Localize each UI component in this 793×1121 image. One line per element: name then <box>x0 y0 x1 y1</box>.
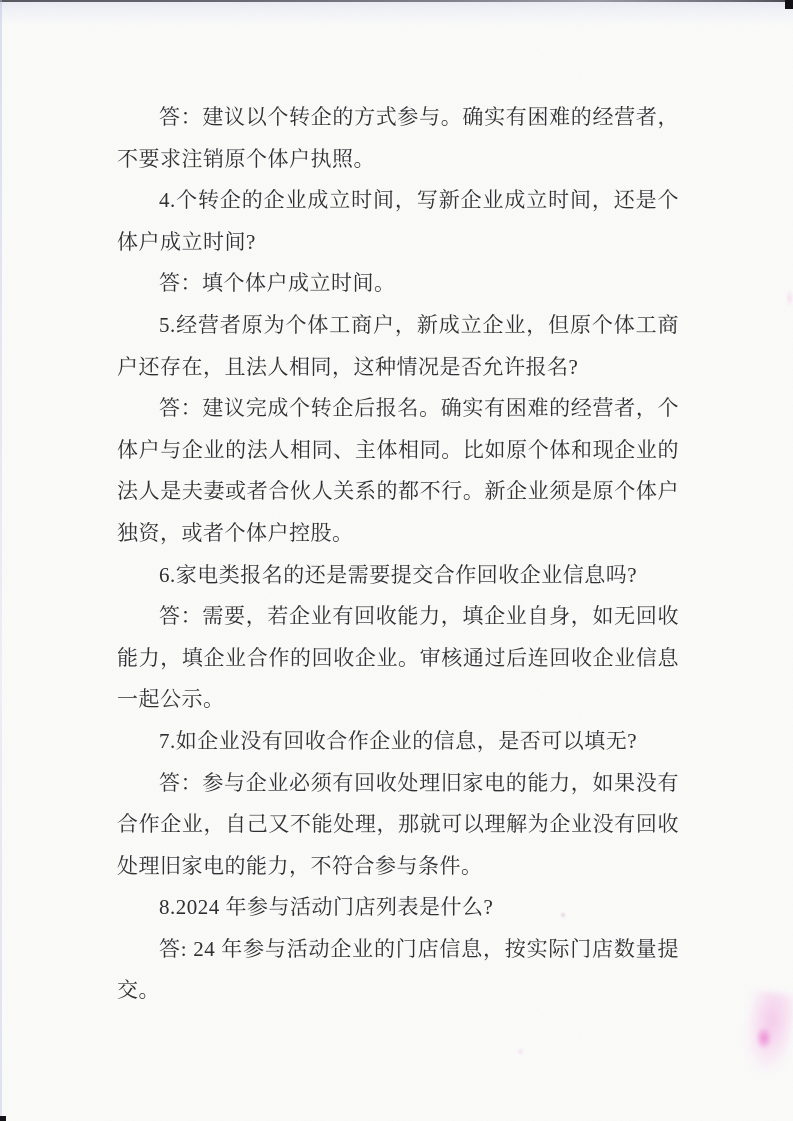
paragraph-answer-8: 答: 24 年参与活动企业的门店信息，按实际门店数量提交。 <box>117 936 679 1003</box>
paragraph-answer-5: 答：建议完成个转企后报名。确实有困难的经营者，个体户与企业的法人相同、主体相同。比如原个体和现企业的法人是夫妻或者合伙人关系的都不行。新企业须是原个体户独资，或者个体户控股。 <box>117 396 679 545</box>
scanner-corner-mark-bottom-left <box>0 1116 6 1121</box>
paragraph-question-7: 7.如企业没有回收合作企业的信息，是否可以填无? <box>159 728 638 753</box>
scanner-left-edge <box>0 0 2 1121</box>
scanner-corner-mark-top-right <box>785 0 793 9</box>
paragraph-answer-6: 答：需要，若企业有回收能力，填企业自身，如无回收能力，填企业合作的回收企业。审核通过后连回收企业信息一起公示。 <box>117 604 679 712</box>
paragraph-question-5: 5.经营者原为个体工商户，新成立企业，但原个体工商户还存在，且法人相同，这种情况是否允许报名? <box>117 312 679 379</box>
pink-ink-stain <box>740 989 793 1075</box>
paragraph-answer-4: 答：填个体户成立时间。 <box>159 271 396 296</box>
pink-speck <box>786 290 793 306</box>
scanner-edge-line <box>0 0 793 2</box>
document-text-block <box>117 97 679 1012</box>
paragraph-question-8: 8.2024 年参与活动门店列表是什么? <box>159 895 494 920</box>
pink-speck <box>517 1048 524 1055</box>
paragraph-question-6: 6.家电类报名的还是需要提交合作回收企业信息吗? <box>159 562 638 587</box>
scanner-shadow-band <box>0 0 793 26</box>
paragraph-answer-3: 答：建议以个转企的方式参与。确实有困难的经营者，不要求注销原个体户执照。 <box>117 105 679 171</box>
paragraph-question-4: 4.个转企的企业成立时间，写新企业成立时间，还是个体户成立时间? <box>117 188 679 254</box>
pink-ink-stain-highlight <box>757 1028 771 1048</box>
paragraph-answer-7: 答：参与企业必须有回收处理旧家电的能力，如果没有合作企业，自己又不能处理，那就可以理解为企业没有回收处理旧家电的能力，不符合参与条件。 <box>117 770 679 878</box>
